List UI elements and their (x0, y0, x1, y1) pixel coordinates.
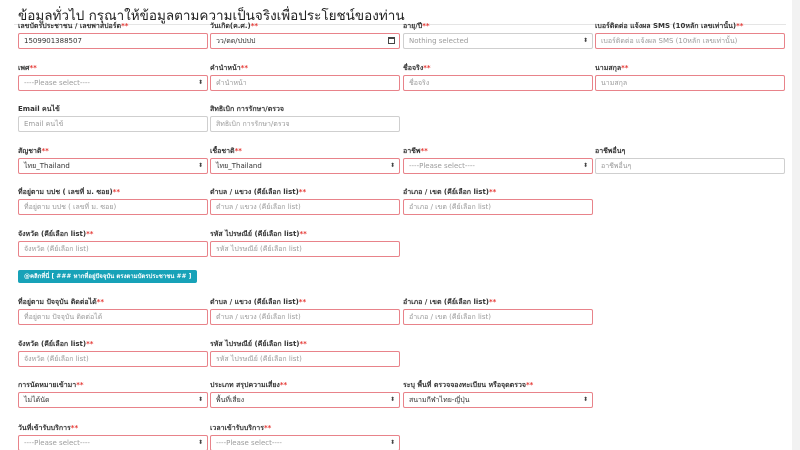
reg-province-field (18, 229, 208, 257)
required-mark: ** (279, 381, 288, 389)
age-select-value: Nothing selected (409, 37, 469, 45)
birth-date-field (210, 21, 400, 49)
reg-address-input[interactable]: ที่อยู่ตาม บปช ( เลขที่ ม. ซอย) (18, 199, 208, 215)
id-card-label: เลขบัตรประชาชน / เลขพาสปอร์ต (18, 22, 122, 30)
last-name-field (595, 63, 785, 91)
required-mark: ** (29, 64, 37, 72)
required-mark: ** (112, 188, 120, 196)
required-mark: ** (76, 381, 84, 389)
ethnicity-select[interactable] (210, 158, 400, 174)
cur-subdistrict-input[interactable]: ตำบล / แขวง (คีย์เลือก list) (210, 309, 400, 325)
reg-postal-label: รหัส ไปรษณีย์ (คีย์เลือก list) (210, 230, 300, 238)
service-time-label: เวลาเข้ารับบริการ (210, 424, 264, 432)
updown-arrow-icon: ⬍ (582, 396, 588, 403)
cur-subdistrict-label: ตำบล / แขวง (คีย์เลือก list) (210, 298, 299, 306)
required-mark: ** (121, 22, 129, 30)
required-mark: ** (96, 298, 104, 306)
updown-arrow-icon: ⬍ (582, 37, 588, 44)
age-field (403, 21, 593, 49)
risk-type-field (210, 380, 400, 408)
risk-area-select[interactable] (403, 392, 593, 408)
occupation-select-value: ----Please select---- (409, 162, 475, 170)
phone-input[interactable]: เบอร์ติดต่อ แจ้งผล SMS (10หลัก เลขเท่านั้น) (595, 33, 785, 49)
nationality-label: สัญชาติ (18, 147, 42, 155)
required-mark: ** (240, 64, 248, 72)
nationality-select-value: ไทย_Thailand (24, 162, 70, 170)
required-mark: ** (234, 147, 242, 155)
updown-arrow-icon: ⬍ (582, 162, 588, 169)
required-mark: ** (423, 64, 431, 72)
required-mark: ** (489, 298, 497, 306)
first-name-label: ชื่อจริง (403, 64, 424, 72)
service-date-select[interactable] (18, 435, 208, 450)
age-label: อายุ/ปี (403, 22, 423, 30)
risk-type-select-value: พื้นที่เสี่ยง (216, 396, 245, 404)
required-mark: ** (736, 22, 744, 30)
email-field (18, 104, 208, 132)
gender-select-value: ----Please select---- (24, 79, 90, 87)
appointment-label: การนัดหมายเข้ามา (18, 381, 77, 389)
cur-province-input[interactable]: จังหวัด (คีย์เลือก list) (18, 351, 208, 367)
updown-arrow-icon: ⬍ (197, 79, 203, 86)
reg-postal-input[interactable]: รหัส ไปรษณีย์ (คีย์เลือก list) (210, 241, 400, 257)
occupation-field (403, 146, 593, 174)
reg-address-label: ที่อยู่ตาม บปช ( เลขที่ ม. ซอย) (18, 188, 113, 196)
updown-arrow-icon: ⬍ (197, 162, 203, 169)
id-card-field (18, 21, 208, 49)
birth-date-label: วันเกิด(ค.ศ.) (210, 22, 251, 30)
required-mark: ** (298, 188, 307, 196)
reg-district-label: อำเภอ / เขต (คีย์เลือก list) (403, 188, 489, 196)
prefix-input[interactable]: คำนำหน้า (210, 75, 400, 91)
cur-postal-label: รหัส ไปรษณีย์ (คีย์เลือก list) (210, 340, 300, 348)
service-date-field (18, 423, 208, 450)
cur-postal-field (210, 339, 400, 367)
required-mark: ** (422, 22, 430, 30)
appointment-select[interactable] (18, 392, 208, 408)
cur-address-input[interactable]: ที่อยู่ตาม ปัจจุบัน ติดต่อได้ (18, 309, 208, 325)
reg-postal-field (210, 229, 400, 257)
email-input[interactable]: Email คนไข้ (18, 116, 208, 132)
required-mark: ** (298, 298, 307, 306)
reg-subdistrict-field (210, 187, 400, 215)
updown-arrow-icon: ⬍ (197, 439, 203, 446)
calendar-icon[interactable] (388, 37, 395, 44)
cur-province-label: จังหวัด (คีย์เลือก list) (18, 340, 87, 348)
other-occupation-input[interactable]: อาชีพอื่นๆ (595, 158, 785, 174)
cur-district-label: อำเภอ / เขต (คีย์เลือก list) (403, 298, 489, 306)
risk-type-select[interactable] (210, 392, 400, 408)
updown-arrow-icon: ⬍ (389, 396, 395, 403)
required-mark: ** (621, 64, 629, 72)
occupation-label: อาชีพ (403, 147, 421, 155)
risk-area-select-value: สนามกีฬาไทย-ญี่ปุ่น (409, 396, 470, 404)
prefix-field (210, 63, 400, 91)
reg-subdistrict-input[interactable]: ตำบล / แขวง (คีย์เลือก list) (210, 199, 400, 215)
reg-district-input[interactable]: อำเภอ / เขต (คีย์เลือก list) (403, 199, 593, 215)
ethnicity-label: เชื้อชาติ (210, 147, 235, 155)
occupation-select[interactable] (403, 158, 593, 174)
cur-address-label: ที่อยู่ตาม ปัจจุบัน ติดต่อได้ (18, 298, 97, 306)
copy-address-button[interactable]: @คลิกที่นี่ [ ### หากที่อยู่ปัจจุบัน ตรงตามบัตรประชาชน ## ] (18, 270, 197, 283)
required-mark: ** (250, 22, 259, 30)
treatment-right-field (210, 104, 400, 132)
required-mark: ** (489, 188, 497, 196)
first-name-input[interactable]: ชื่อจริง (403, 75, 593, 91)
required-mark: ** (86, 230, 94, 238)
phone-field (595, 21, 785, 49)
risk-area-field (403, 380, 593, 408)
appointment-select-value: ไม่ได้นัด (24, 396, 50, 404)
reg-subdistrict-label: ตำบล / แขวง (คีย์เลือก list) (210, 188, 299, 196)
required-mark: ** (41, 147, 49, 155)
ethnicity-field (210, 146, 400, 174)
phone-label: เบอร์ติดต่อ แจ้งผล SMS (10หลัก เลขเท่านั้น) (595, 22, 737, 30)
service-time-select[interactable] (210, 435, 400, 450)
email-label: Email คนไข้ (18, 105, 60, 113)
cur-postal-input[interactable]: รหัส ไปรษณีย์ (คีย์เลือก list) (210, 351, 400, 367)
birth-date-placeholder: วว/ดด/ปปปป (216, 37, 256, 45)
required-mark: ** (420, 147, 428, 155)
last-name-label: นามสกุล (595, 64, 622, 72)
updown-arrow-icon: ⬍ (389, 439, 395, 446)
cur-district-field (403, 297, 593, 325)
age-select[interactable] (403, 33, 593, 49)
required-mark: ** (299, 340, 307, 348)
reg-district-field (403, 187, 593, 215)
reg-province-input[interactable]: จังหวัด (คีย์เลือก list) (18, 241, 208, 257)
cur-district-input[interactable]: อำเภอ / เขต (คีย์เลือก list) (403, 309, 593, 325)
cur-address-field (18, 297, 208, 325)
gender-select[interactable] (18, 75, 208, 91)
required-mark: ** (86, 340, 94, 348)
cur-province-field (18, 339, 208, 367)
treatment-right-input[interactable]: สิทธิเบิก การรักษา/ตรวจ (210, 116, 400, 132)
cur-subdistrict-field (210, 297, 400, 325)
required-mark: ** (299, 230, 307, 238)
last-name-input[interactable]: นามสกุล (595, 75, 785, 91)
required-mark: ** (70, 424, 79, 432)
service-date-label: วันที่เข้ารับบริการ (18, 424, 71, 432)
prefix-label: คำนำหน้า (210, 64, 241, 72)
id-card-input[interactable]: 1509901388507 (18, 33, 208, 49)
service-date-select-value: ----Please select---- (24, 439, 90, 447)
treatment-right-label: สิทธิเบิก การรักษา/ตรวจ (210, 105, 285, 113)
appointment-field (18, 380, 208, 408)
updown-arrow-icon: ⬍ (197, 396, 203, 403)
section-title: ข้อมูลทั่วไป กรุณาให้ข้อมูลตามความเป็นจริงเพื่อประโยชน์ของท่าน (18, 8, 405, 24)
risk-area-label: ระบุ พื้นที่ ตรวจจองทะเบียน หรือจุดตรวจ (403, 381, 527, 389)
nationality-field (18, 146, 208, 174)
reg-address-field (18, 187, 208, 215)
gender-field (18, 63, 208, 91)
ethnicity-select-value: ไทย_Thailand (216, 162, 262, 170)
nationality-select[interactable] (18, 158, 208, 174)
required-mark: ** (526, 381, 534, 389)
reg-province-label: จังหวัด (คีย์เลือก list) (18, 230, 87, 238)
service-time-field (210, 423, 400, 450)
first-name-field (403, 63, 593, 91)
other-occupation-field (595, 146, 785, 174)
birth-date-input[interactable] (210, 33, 400, 49)
risk-type-label: ประเภท สรุปความเสี่ยง (210, 381, 280, 389)
gender-label: เพศ (18, 64, 30, 72)
updown-arrow-icon: ⬍ (389, 162, 395, 169)
service-time-select-value: ----Please select---- (216, 439, 282, 447)
vertical-scrollbar[interactable] (792, 0, 800, 450)
other-occupation-label: อาชีพอื่นๆ (595, 147, 626, 155)
required-mark: ** (264, 424, 272, 432)
